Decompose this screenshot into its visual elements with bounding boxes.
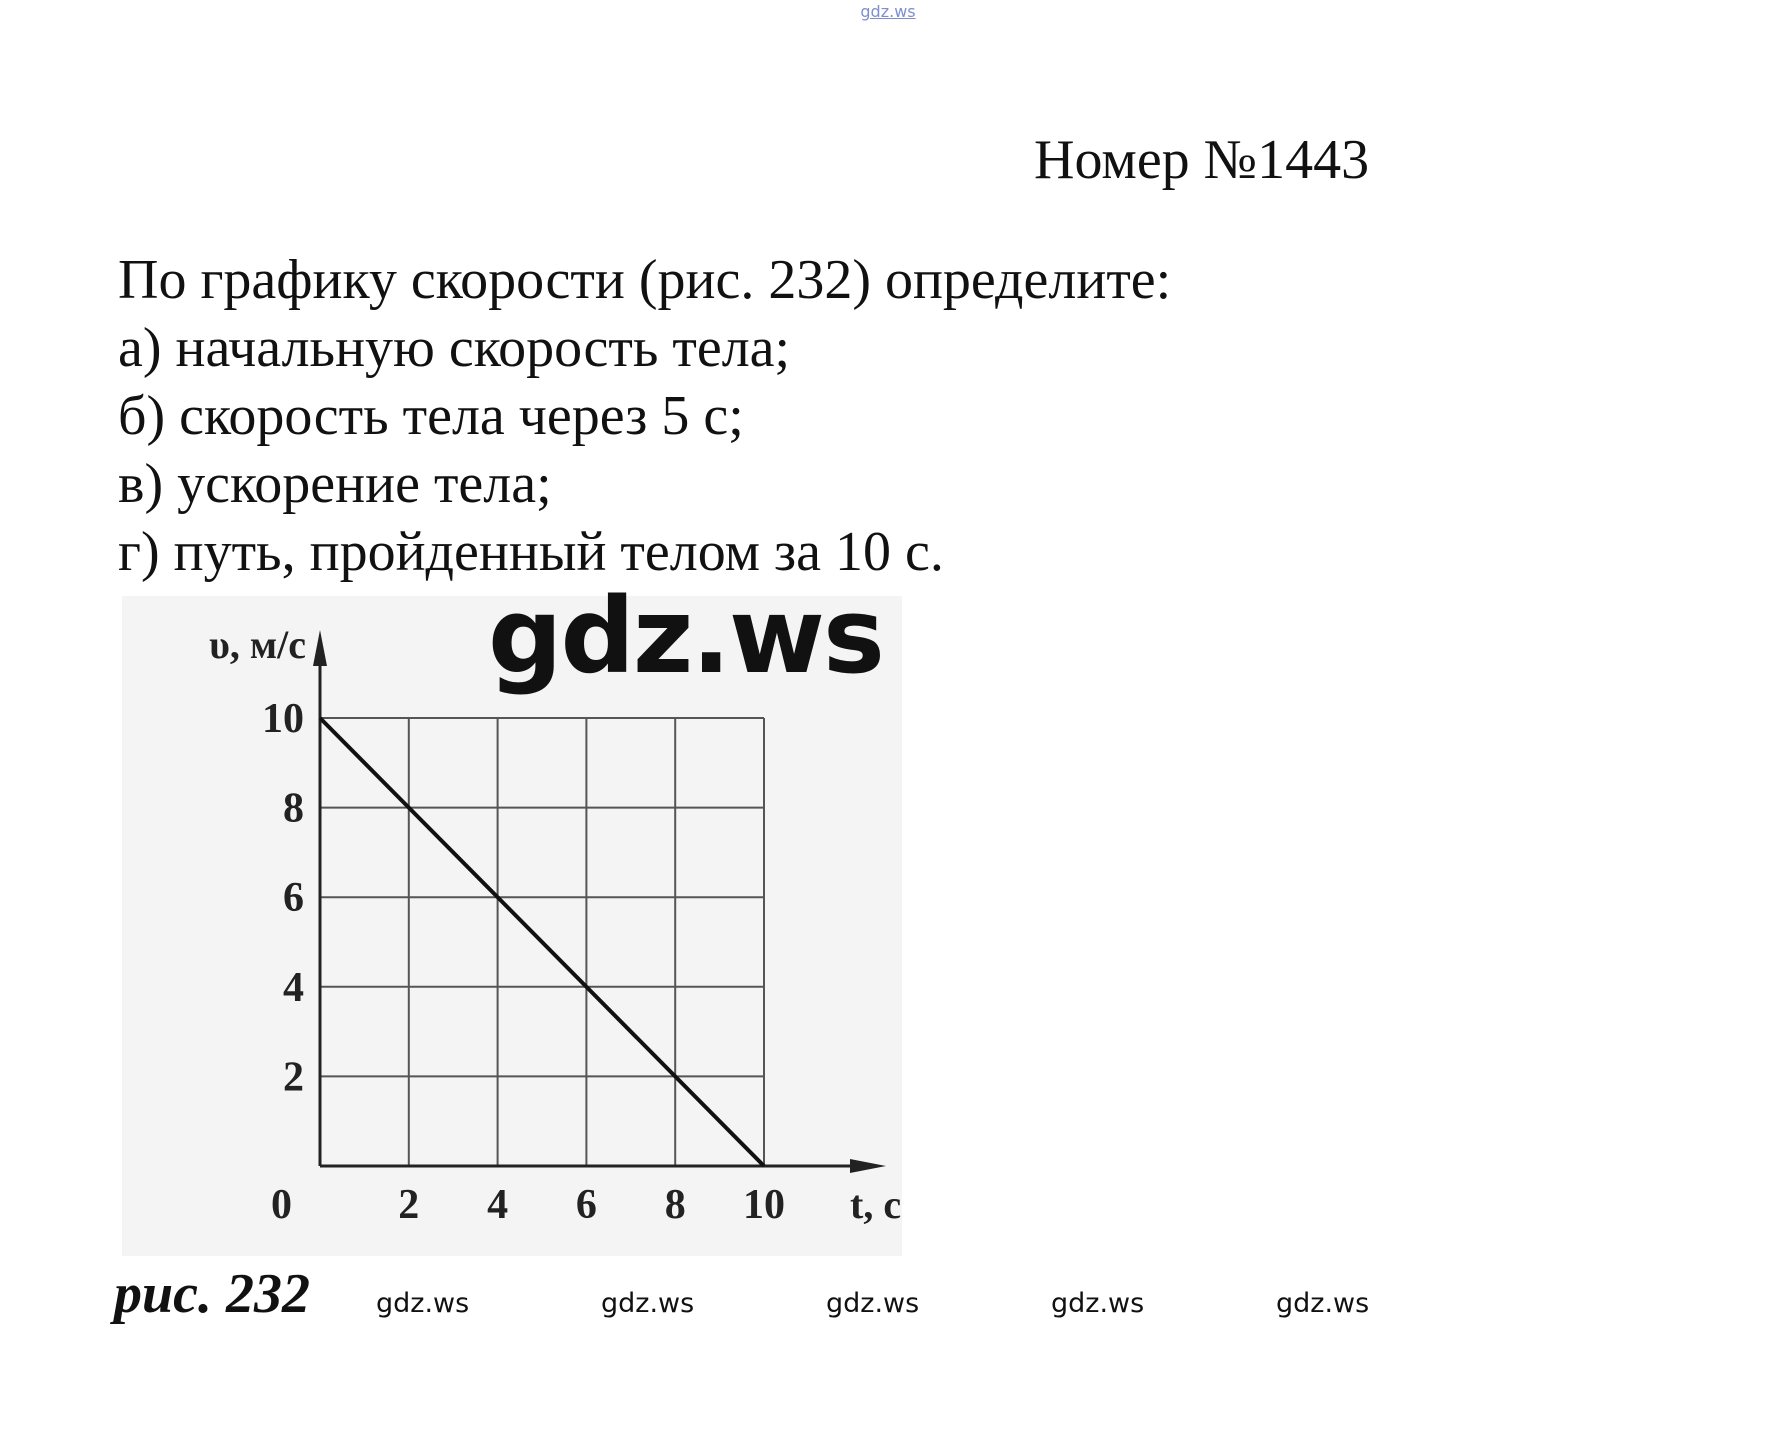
footer-watermark-5: gdz.ws — [1276, 1288, 1370, 1319]
y-tick-label: 6 — [283, 875, 304, 922]
footer-watermark-3: gdz.ws — [826, 1288, 920, 1319]
big-watermark: gdz.ws — [488, 575, 883, 697]
x-tick-label: 2 — [398, 1182, 420, 1228]
x-axis-title: t, с — [850, 1182, 902, 1227]
y-axis-title: υ, м/с — [209, 622, 306, 667]
problem-line-a: а) начальную скорость тела; — [118, 317, 791, 379]
y-tick-label: 2 — [283, 1054, 304, 1101]
y-tick-label: 4 — [283, 964, 304, 1011]
x-tick-label: 6 — [575, 1182, 597, 1228]
problem-line-b: б) скорость тела через 5 с; — [118, 385, 744, 447]
footer-watermark-4: gdz.ws — [1051, 1288, 1145, 1319]
footer-watermark-1: gdz.ws — [376, 1288, 470, 1319]
origin-label: 0 — [271, 1182, 292, 1228]
problem-line-d: г) путь, пройденный телом за 10 с. — [118, 521, 944, 583]
footer-watermark-2: gdz.ws — [601, 1288, 695, 1319]
problem-number: Номер №1443 — [1034, 129, 1370, 191]
x-tick-label: 4 — [487, 1182, 509, 1228]
top-watermark: gdz.ws — [860, 2, 916, 21]
footer-watermarks — [0, 1288, 1776, 1328]
x-tick-label: 8 — [664, 1182, 686, 1228]
figure-caption: рис. 232 — [114, 1263, 310, 1325]
problem-text — [118, 246, 1171, 586]
problem-line-c: в) ускорение тела; — [118, 453, 552, 515]
problem-line-intro: По графику скорости (рис. 232) определите: — [118, 249, 1172, 311]
x-tick-label: 10 — [743, 1182, 785, 1228]
y-tick-label: 8 — [283, 785, 304, 832]
y-tick-label: 10 — [262, 696, 304, 742]
